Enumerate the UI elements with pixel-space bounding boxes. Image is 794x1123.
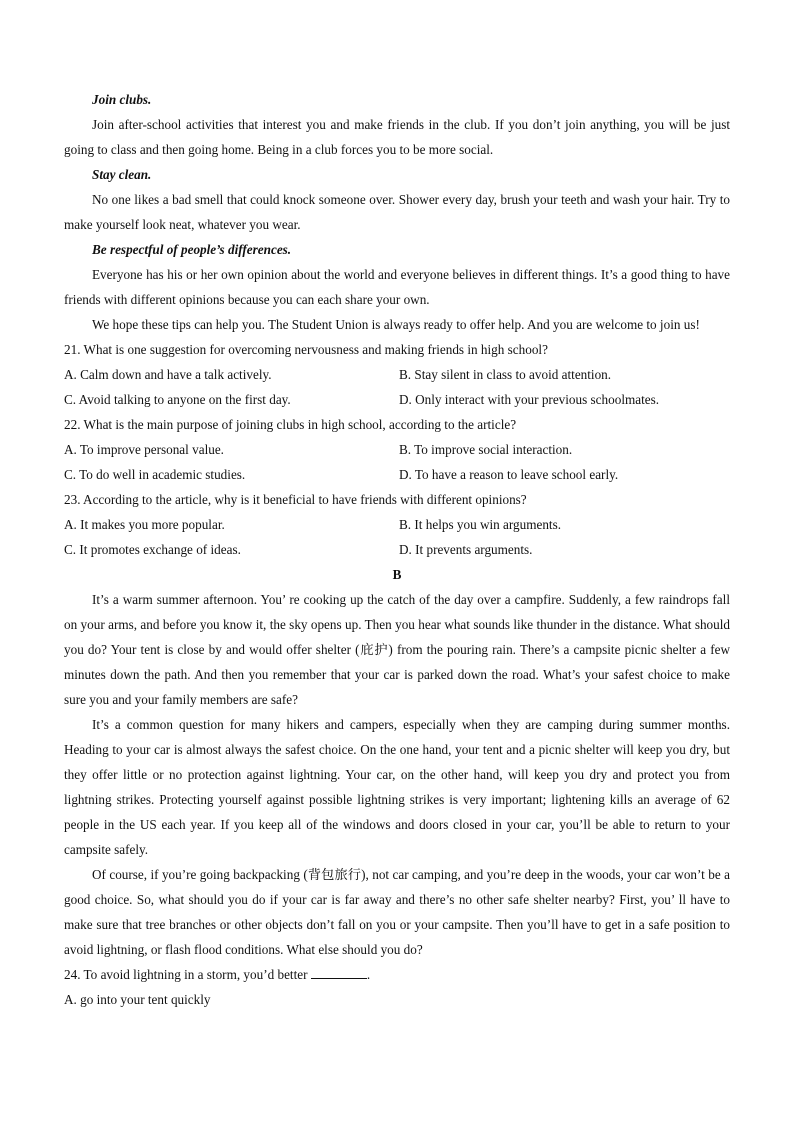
answer-blank — [311, 964, 367, 979]
option-23-c: C. It promotes exchange of ideas. — [64, 542, 241, 557]
document-body — [64, 87, 730, 1012]
paragraph-join-clubs: Join after-school activities that interest you and make friends in the club. If you don’t join anything, you will be just going to class and then going home. Being in a club forces you to be more social. — [64, 117, 730, 157]
heading-join-clubs: Join clubs. — [92, 92, 152, 107]
option-21-c: C. Avoid talking to anyone on the first day. — [64, 392, 291, 407]
question-21-options-row1 — [64, 362, 730, 387]
question-22-options-row2 — [64, 462, 730, 487]
question-22-options-row1 — [64, 437, 730, 462]
paragraph-closing: We hope these tips can help you. The Student Union is always ready to offer help. And you are welcome to join us! — [92, 317, 700, 332]
option-22-b: B. To improve social interaction. — [399, 442, 573, 457]
option-22-c: C. To do well in academic studies. — [64, 467, 246, 482]
option-21-b: B. Stay silent in class to avoid attention. — [399, 367, 612, 382]
heading-respect: Be respectful of people’s differences. — [92, 242, 292, 257]
heading-stay-clean: Stay clean. — [92, 167, 152, 182]
question-24-stem — [64, 962, 730, 987]
question-23-stem: 23. According to the article, why is it beneficial to have friends with different opinions? — [64, 492, 527, 507]
question-21-stem: 21. What is one suggestion for overcoming nervousness and making friends in high school? — [64, 342, 548, 357]
passage-b-paragraph-3: Of course, if you’re going backpacking (背包旅行), not car camping, and you’re deep in the woods, your car won’t be a good choice. So, what should you do if your car is far away and there’s no other safe shelter nearby? First, you’ ll have to make sure that tree branches or other objects don’t fall on you or your campsite. Then you’ll have to get in a safe position to avoid lightning, or flash flood conditions. What else should you do? — [64, 867, 730, 957]
paragraph-respect: Everyone has his or her own opinion about the world and everyone believes in different things. It’s a good thing to have friends with different opinions because you can each share your own. — [64, 267, 730, 307]
question-24-stem-text: 24. To avoid lightning in a storm, you’d better — [64, 967, 308, 982]
question-21-options-row2 — [64, 387, 730, 412]
passage-b-paragraph-1: It’s a warm summer afternoon. You’ re cooking up the catch of the day over a campfire. Suddenly, a few raindrops fall on your arms, and before you know it, the sky opens up. Then you hear what sounds like thunder in the distance. What should you do? Your tent is close by and would offer shelter (庇护) from the pouring rain. There’s a campsite picnic shelter a few minutes down the path. And then you remember that your car is parked down the road. What’s your safest choice to make sure you and your family members are safe? — [64, 592, 730, 707]
option-21-d: D. Only interact with your previous schoolmates. — [399, 392, 660, 407]
option-23-b: B. It helps you win arguments. — [399, 517, 562, 532]
question-22-stem: 22. What is the main purpose of joining clubs in high school, according to the article? — [64, 417, 517, 432]
option-23-a: A. It makes you more popular. — [64, 517, 225, 532]
question-23-options-row1 — [64, 512, 730, 537]
option-22-a: A. To improve personal value. — [64, 442, 224, 457]
question-23-options-row2 — [64, 537, 730, 562]
question-24-stem-end: . — [366, 967, 371, 982]
paragraph-stay-clean: No one likes a bad smell that could knock someone over. Shower every day, brush your teeth and wash your hair. Try to make yourself look neat, whatever you wear. — [64, 192, 730, 232]
option-22-d: D. To have a reason to leave school early. — [399, 467, 619, 482]
section-b-label: B — [392, 567, 402, 582]
option-21-a: A. Calm down and have a talk actively. — [64, 367, 272, 382]
passage-b-paragraph-2: It’s a common question for many hikers and campers, especially when they are camping during summer months. Heading to your car is almost always the safest choice. On the one hand, your tent and a picnic shelter will keep you dry, but they offer little or no protection against lightning. Your car, on the other hand, will keep you dry and protect you from lightning strikes. Protecting yourself against possible lightning strikes is very important; lightening kills an average of 62 people in the US each year. If you keep all of the windows and doors closed in your car, you’ll be able to return to your campsite safely. — [64, 717, 730, 857]
option-23-d: D. It prevents arguments. — [399, 542, 533, 557]
option-24-a: A. go into your tent quickly — [64, 992, 211, 1007]
